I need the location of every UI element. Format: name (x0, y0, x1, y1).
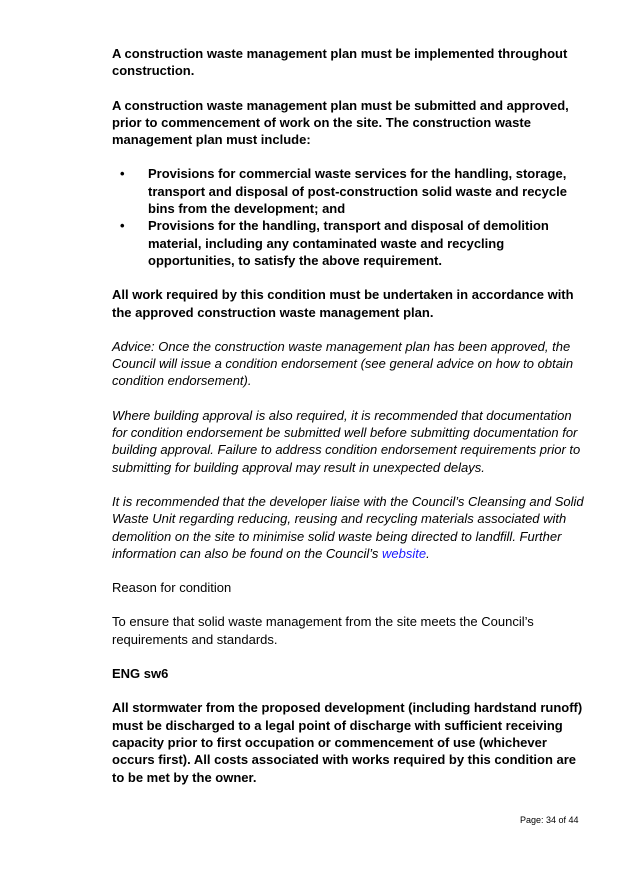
bullet-icon: • (120, 166, 125, 182)
paragraph-submit-plan: A construction waste management plan must be submitted and approved, prior to commencement of work on the site. The construction waste management plan must include: (112, 97, 569, 148)
website-link[interactable]: website (382, 545, 427, 561)
list-item (112, 217, 584, 269)
page-number: Page: 34 of 44 (520, 815, 579, 825)
requirements-list (112, 165, 584, 269)
condition-code-heading: ENG sw6 (112, 666, 169, 682)
page-content (112, 45, 584, 786)
paragraph-implement-plan: A construction waste management plan must be implemented throughout construction. (112, 46, 568, 79)
bullet-icon: • (120, 218, 125, 234)
reason-text: To ensure that solid waste management from the site meets the Council’s requirements and standards. (112, 614, 534, 647)
list-item (112, 165, 584, 217)
paragraph-work-accordance: All work required by this condition must be undertaken in accordance with the approved construction waste management plan. (112, 287, 574, 320)
advice-building-approval: Where building approval is also required, it is recommended that documentation for condition endorsement be submitted well before submitting documentation for building approval. Failure to address condition endorsement requirements prior to submitting for building approval may result in unexpected delays. (112, 407, 581, 475)
paragraph-stormwater: All stormwater from the proposed development (including hardstand runoff) must be discharged to a legal point of discharge with sufficient receiving capacity prior to first occupation or commencement of use (whichever occurs first). All costs associated with works required by this condition are to be met by the owner. (112, 700, 583, 785)
reason-heading: Reason for condition (112, 580, 232, 596)
advice-text-end: . (426, 545, 430, 561)
advice-endorsement: Advice: Once the construction waste management plan has been approved, the Council will issue a condition endorsement (see general advice on how to obtain condition endorsement). (112, 338, 574, 389)
advice-text: It is recommended that the developer liaise with the Council’s Cleansing and Solid Waste Unit regarding reducing, reusing and recycling materials associated with demolition on the site to minimise solid waste being directed to landfill. Further information can also be found on the Council’s (112, 493, 584, 561)
list-item-text: Provisions for commercial waste services for the handling, storage, transport and disposal of post-construction solid waste and recycle bins from the development; and (148, 166, 567, 217)
advice-cleansing-unit (112, 493, 584, 562)
list-item-text: Provisions for the handling, transport and disposal of demolition material, including any contaminated waste and recycling opportunities, to satisfy the above requirement. (148, 218, 549, 268)
